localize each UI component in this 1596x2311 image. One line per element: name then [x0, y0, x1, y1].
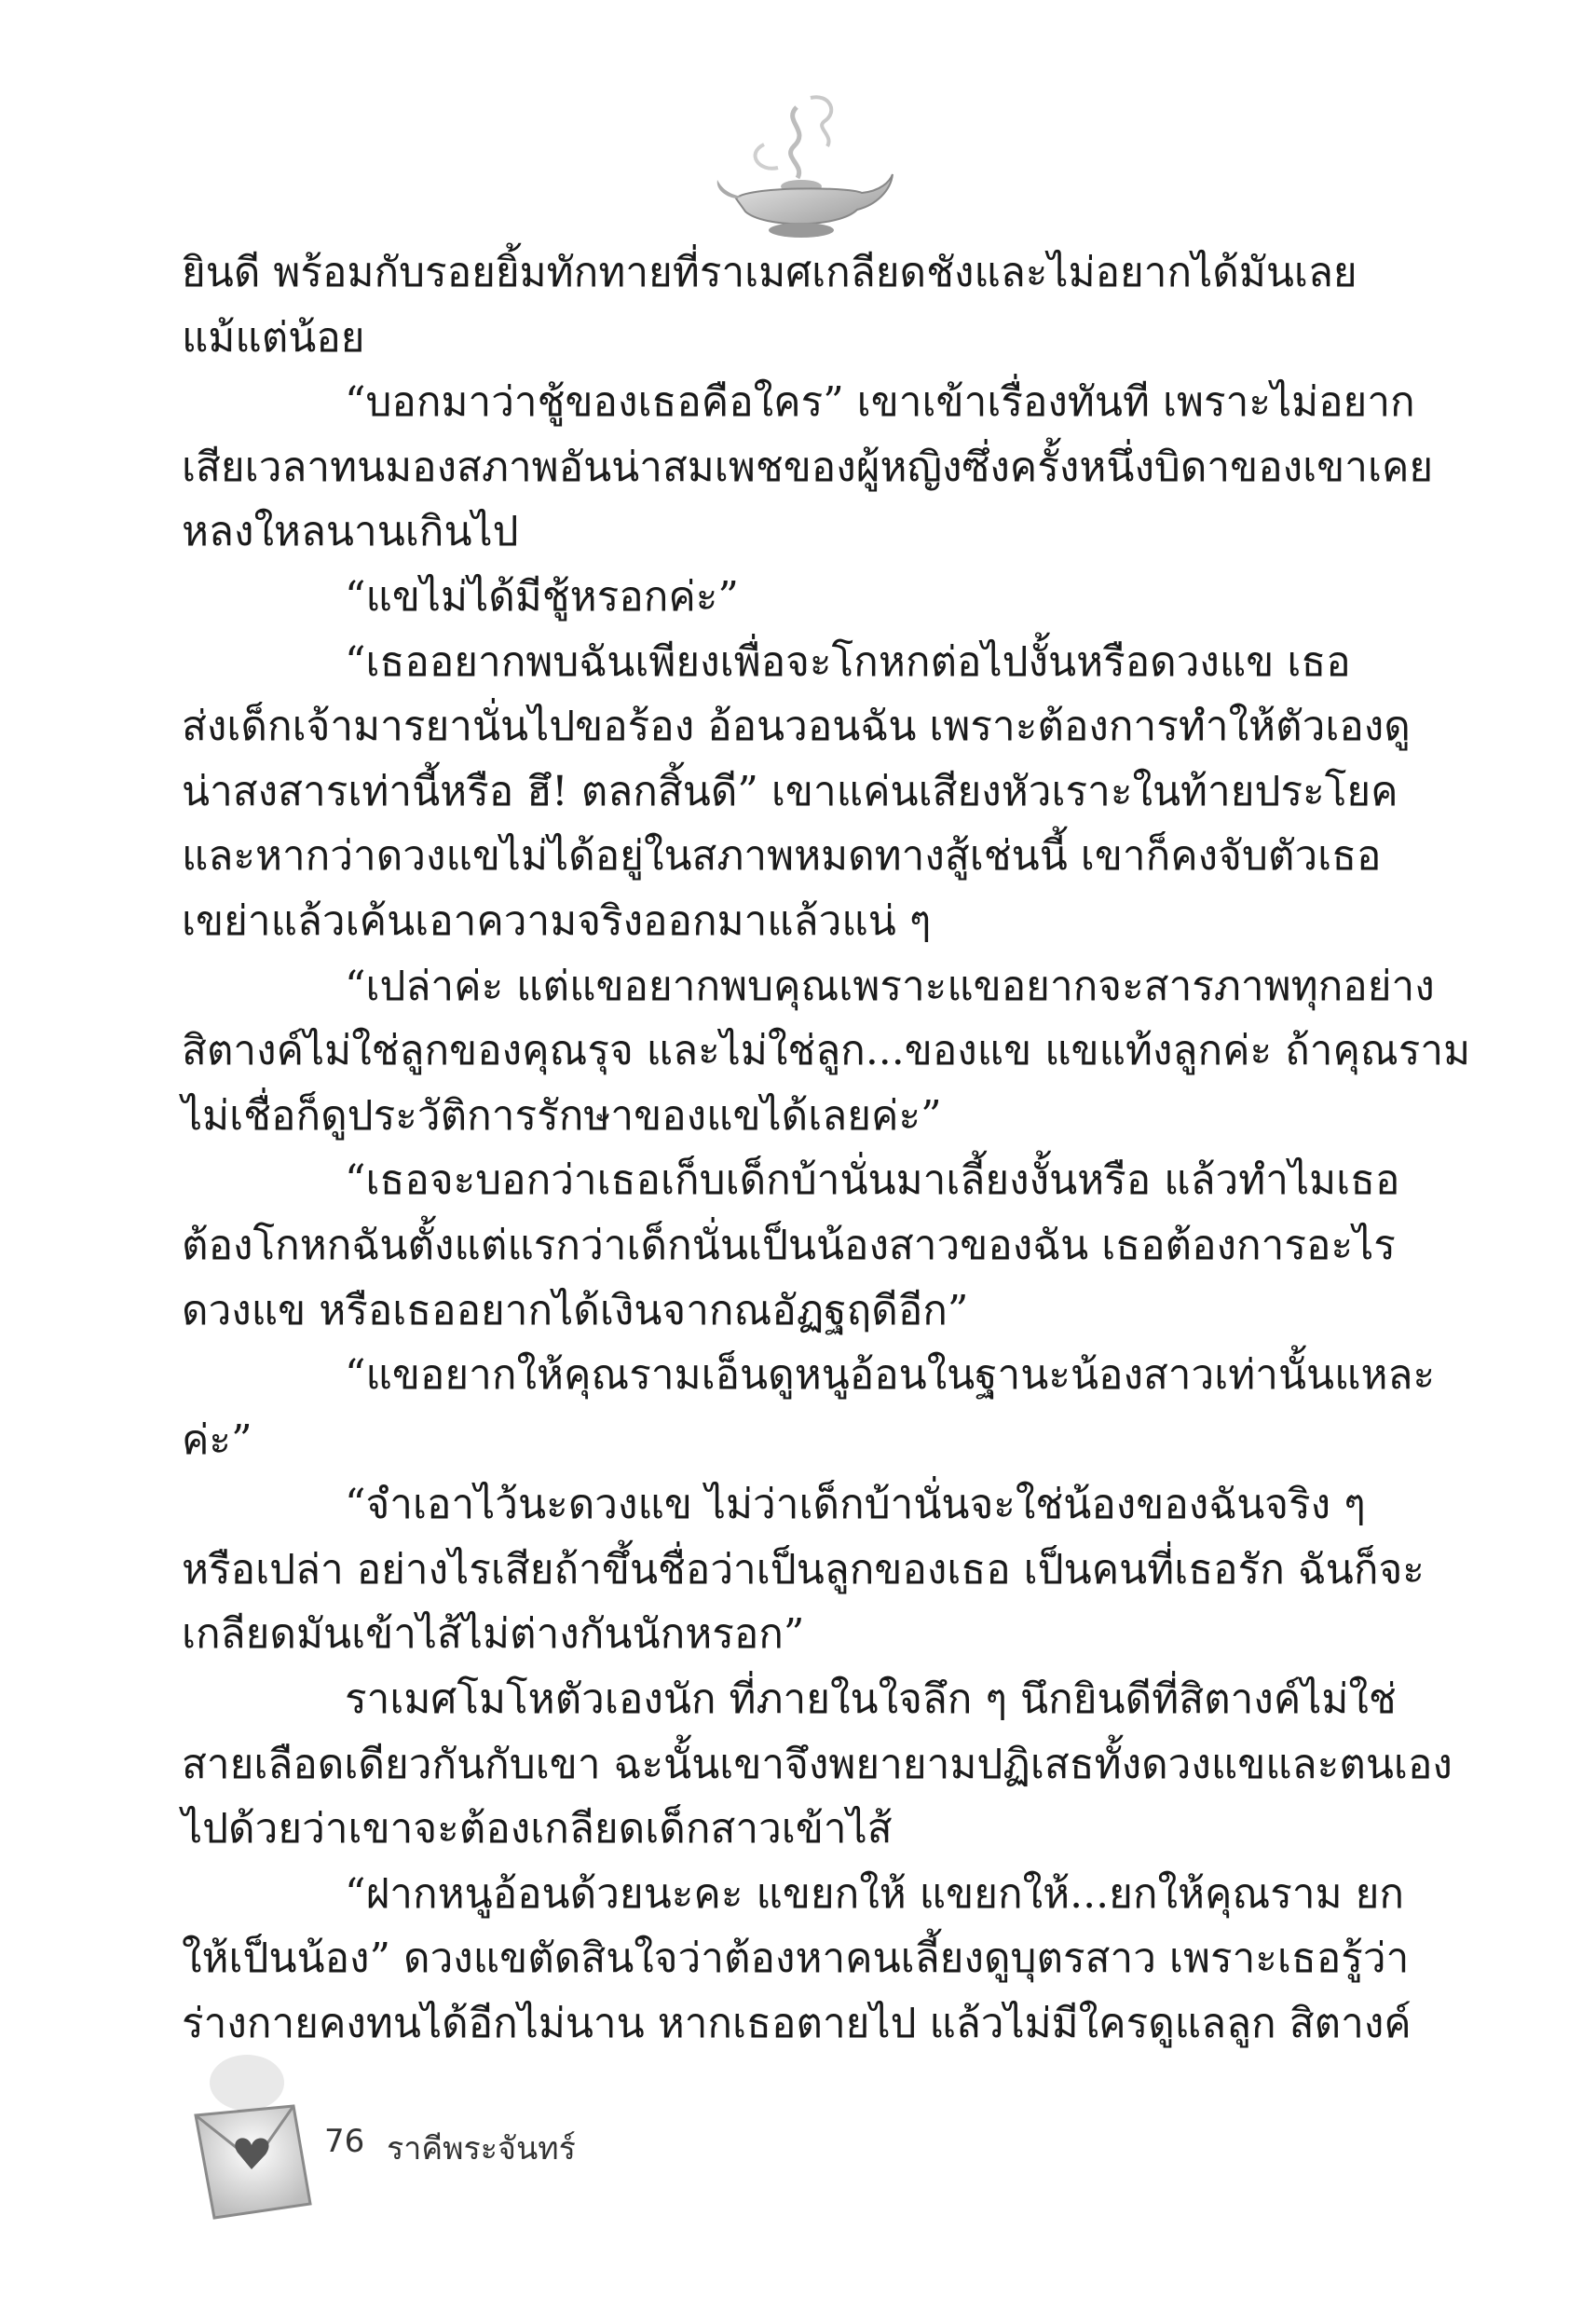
text-line: “จำเอาไว้นะดวงแข ไม่ว่าเด็กบ้านั่นจะใช่น้องของฉันจริง ๆ: [345, 1481, 1366, 1529]
text-line: เสียเวลาทนมองสภาพอันน่าสมเพชของผู้หญิงซึ่งครั้งหนึ่งบิดาของเขาเคย: [182, 443, 1434, 491]
envelope-heart-icon: [191, 2050, 331, 2236]
text-line: “บอกมาว่าชู้ของเธอคือใคร” เขาเข้าเรื่องทันที เพราะไม่อยาก: [345, 378, 1415, 427]
text-line: “แขไม่ได้มีชู้หรอกค่ะ”: [345, 572, 739, 621]
book-title: ราคีพระจันทร์: [387, 2130, 576, 2167]
text-line: ต้องโกหกฉันตั้งแต่แรกว่าเด็กนั่นเป็นน้องสาวของฉัน เธอต้องการอะไร: [182, 1221, 1396, 1269]
text-line: ยินดี พร้อมกับรอยยิ้มทักทายที่ราเมศเกลียดชังและไม่อยากได้มันเลย: [182, 249, 1357, 296]
text-line: “เธอจะบอกว่าเธอเก็บเด็กบ้านั่นมาเลี้ยงงั้นหรือ แล้วทำไมเธอ: [345, 1156, 1400, 1205]
text-line: สิตางค์ไม่ใช่ลูกของคุณรุจ และไม่ใช่ลูก...ของแข แขแท้งลูกค่ะ ถ้าคุณราม: [182, 1027, 1471, 1075]
lamp-ornament-icon: [708, 89, 894, 247]
text-line: ไปด้วยว่าเขาจะต้องเกลียดเด็กสาวเข้าไส้: [182, 1805, 893, 1853]
text-line: หรือเปล่า อย่างไรเสียถ้าขึ้นชื่อว่าเป็นลูกของเธอ เป็นคนที่เธอรัก ฉันก็จะ: [182, 1545, 1425, 1593]
text-line: แม้แต่น้อย: [182, 313, 365, 362]
text-line: เขย่าแล้วเค้นเอาความจริงออกมาแล้วแน่ ๆ: [182, 896, 932, 945]
text-line: เกลียดมันเข้าไส้ไม่ต่างกันนักหรอก”: [182, 1610, 805, 1659]
text-line: “เปล่าค่ะ แต่แขอยากพบคุณเพราะแขอยากจะสารภาพทุกอย่าง: [345, 962, 1435, 1010]
text-line: “ฝากหนูอ้อนด้วยนะคะ แขยกให้ แขยกให้...ยกให้คุณราม ยก: [345, 1869, 1405, 1918]
page-footer: [191, 2050, 843, 2255]
text-line: ดวงแข หรือเธออยากได้เงินจากณอัฏฐฤดีอีก”: [182, 1286, 969, 1334]
text-line: หลงใหลนานเกินไป: [182, 508, 519, 556]
text-line: ร่างกายคงทนได้อีกไม่นาน หากเธอตายไป แล้วไม่มีใครดูแลลูก สิตางค์: [182, 2000, 1412, 2048]
text-line: น่าสงสารเท่านี้หรือ ฮึ! ตลกสิ้นดี” เขาแค่นเสียงหัวเราะในท้ายประโยค: [182, 767, 1398, 815]
text-line: และหากว่าดวงแขไม่ได้อยู่ในสภาพหมดทางสู้เช่นนี้ เขาก็คงจับตัวเธอ: [182, 832, 1382, 881]
text-line: สายเลือดเดียวกันกับเขา ฉะนั้นเขาจึงพยายามปฏิเสธทั้งดวงแขและตนเอง: [182, 1740, 1453, 1788]
page-number: 76: [324, 2123, 365, 2160]
text-line: ราเมศโมโหตัวเองนัก ที่ภายในใจลึก ๆ นึกยินดีที่สิตางค์ไม่ใช่: [345, 1675, 1397, 1724]
body-text: [182, 240, 1471, 2057]
text-line: ส่งเด็กเจ้ามารยานั่นไปขอร้อง อ้อนวอนฉัน เพราะต้องการทำให้ตัวเองดู: [182, 703, 1411, 751]
text-line: ให้เป็นน้อง” ดวงแขตัดสินใจว่าต้องหาคนเลี้ยงดูบุตรสาว เพราะเธอรู้ว่า: [182, 1935, 1410, 1983]
text-line: “แขอยากให้คุณรามเอ็นดูหนูอ้อนในฐานะน้องสาวเท่านั้นแหละ: [345, 1351, 1436, 1400]
text-line: “เธออยากพบฉันเพียงเพื่อจะโกหกต่อไปงั้นหรือดวงแข เธอ: [345, 637, 1351, 686]
text-line: ไม่เชื่อก็ดูประวัติการรักษาของแขได้เลยค่ะ”: [182, 1091, 942, 1140]
text-line: ค่ะ”: [182, 1415, 252, 1464]
